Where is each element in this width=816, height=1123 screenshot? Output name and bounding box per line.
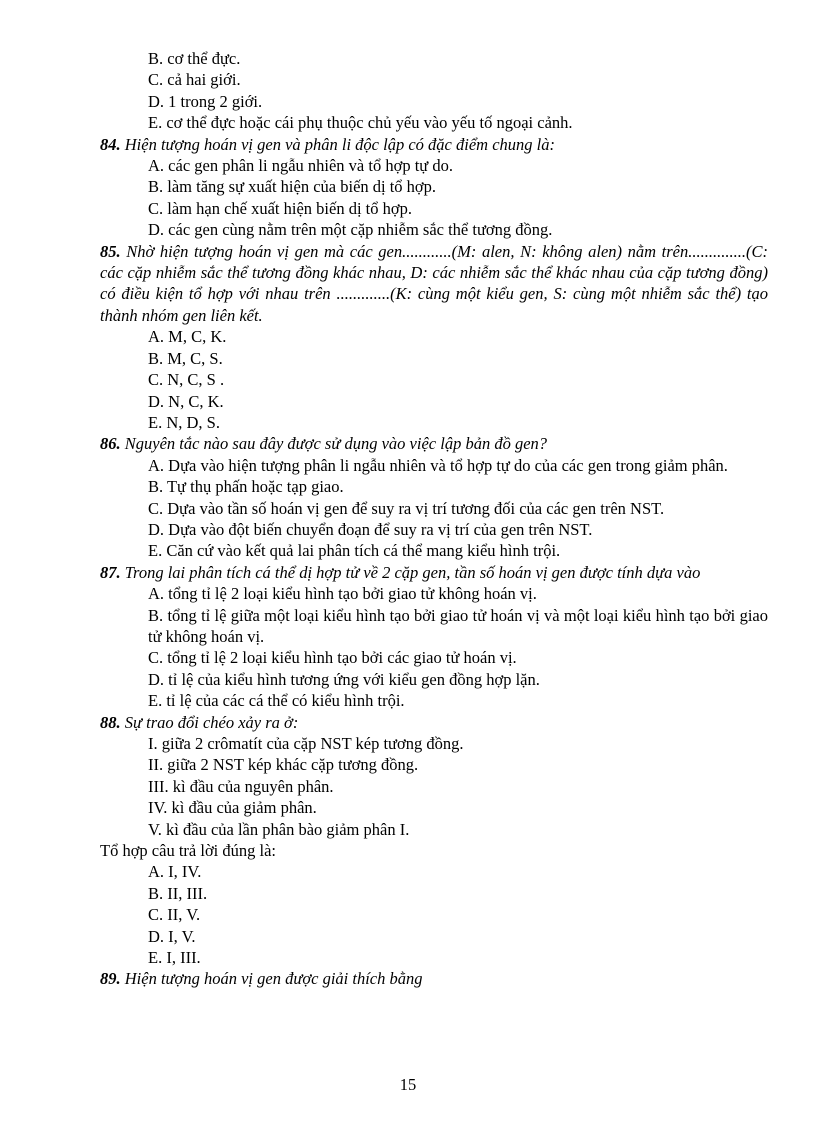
question-86 xyxy=(100,433,768,454)
question-84 xyxy=(100,134,768,155)
option-c: C. cả hai giới. xyxy=(148,70,241,90)
question-number: 88. xyxy=(100,712,121,732)
option-e: E. N, D, S. xyxy=(148,412,220,432)
statement-v: V. kì đầu của lần phân bào giảm phân I. xyxy=(148,819,410,839)
statement-iv: IV. kì đầu của giảm phân. xyxy=(148,798,317,818)
statement-i: I. giữa 2 crômatít của cặp NST kép tương đồng. xyxy=(148,734,464,753)
option-d: D. N, C, K. xyxy=(148,391,224,411)
answer-stem: Tổ hợp câu trả lời đúng là: xyxy=(100,841,276,861)
question-88 xyxy=(100,712,768,733)
question-text: Hiện tượng hoán vị gen và phân li độc lập có đặc điểm chung là: xyxy=(124,134,555,154)
option-b: B. Tự thụ phấn hoặc tạp giao. xyxy=(148,477,344,497)
question-number: 87. xyxy=(100,562,121,582)
option-b: B. cơ thể đực. xyxy=(148,49,241,68)
option-c: C. tổng tỉ lệ 2 loại kiểu hình tạo bởi các giao tử hoán vị. xyxy=(148,648,517,668)
option-e: E. I, III. xyxy=(148,948,201,968)
option-c: C. N, C, S . xyxy=(148,370,225,390)
option-e: E. Căn cứ vào kết quả lai phân tích cá thể mang kiểu hình trội. xyxy=(148,541,561,561)
option-d: D. 1 trong 2 giới. xyxy=(148,91,263,111)
option-a: A. Dựa vào hiện tượng phân li ngẫu nhiên và tổ hợp tự do của các gen trong giảm phân. xyxy=(148,455,728,475)
option-b: B. tổng tỉ lệ giữa một loại kiểu hình tạo bởi giao tử hoán vị và một loại kiểu hình tạo bởi giao tử không hoán vị. xyxy=(148,605,768,646)
question-89 xyxy=(100,968,768,989)
option-d: D. các gen cùng nằm trên một cặp nhiễm sắc thể tương đồng. xyxy=(148,220,553,240)
question-text: Hiện tượng hoán vị gen được giải thích bằng xyxy=(124,969,423,989)
option-d: D. I, V. xyxy=(148,926,196,946)
option-a: A. I, IV. xyxy=(148,862,202,882)
option-b: B. làm tăng sự xuất hiện của biến dị tổ hợp. xyxy=(148,177,437,197)
option-e: E. cơ thể đực hoặc cái phụ thuộc chủ yếu vào yếu tố ngoại cảnh. xyxy=(148,113,573,133)
option-a: A. các gen phân li ngẫu nhiên và tổ hợp tự do. xyxy=(148,156,453,176)
statement-ii: II. giữa 2 NST kép khác cặp tương đồng. xyxy=(148,755,419,775)
option-b: B. II, III. xyxy=(148,883,208,903)
question-number: 89. xyxy=(100,969,121,989)
option-a: A. M, C, K. xyxy=(148,327,227,347)
option-d: D. Dựa vào đột biến chuyển đoạn để suy ra vị trí của gen trên NST. xyxy=(148,519,593,539)
question-text: Sự trao đổi chéo xảy ra ở: xyxy=(124,712,299,732)
option-c: C. làm hạn chế xuất hiện biến dị tổ hợp. xyxy=(148,198,412,218)
option-d: D. tỉ lệ của kiểu hình tương ứng với kiểu gen đồng hợp lặn. xyxy=(148,669,540,689)
question-text: Nhờ hiện tượng hoán vị gen mà các gen............(M: alen, N: không alen) nằm trên..............(C: các cặp nhiễm sắc thể tương đồng khác nhau, D: các nhiễm sắc thể khác nhau của cặp tương đồng) có điều kiện tổ hợp với nhau trên .............(K: cùng một kiểu gen, S: cùng một nhiễm sắc thể) tạo thành nhóm gen liên kết. xyxy=(100,241,769,325)
question-text: Trong lai phân tích cá thể dị hợp tử về 2 cặp gen, tần số hoán vị gen được tính dựa vào xyxy=(124,562,701,582)
question-number: 85. xyxy=(100,241,121,261)
option-c: C. II, V. xyxy=(148,905,201,925)
question-85 xyxy=(100,241,768,327)
option-b: B. M, C, S. xyxy=(148,348,223,368)
question-text: Nguyên tắc nào sau đây được sử dụng vào việc lập bản đồ gen? xyxy=(124,434,548,454)
question-87 xyxy=(100,562,768,583)
option-a: A. tổng tỉ lệ 2 loại kiểu hình tạo bởi giao tử không hoán vị. xyxy=(148,584,537,604)
question-number: 86. xyxy=(100,434,121,454)
option-c: C. Dựa vào tần số hoán vị gen để suy ra vị trí tương đối của các gen trên NST. xyxy=(148,498,665,518)
option-e: E. tỉ lệ của các cá thể có kiểu hình trội. xyxy=(148,691,405,711)
page-number: 15 xyxy=(399,1075,417,1094)
document-page xyxy=(100,48,768,990)
statement-iii: III. kì đầu của nguyên phân. xyxy=(148,776,334,796)
question-number: 84. xyxy=(100,134,121,154)
